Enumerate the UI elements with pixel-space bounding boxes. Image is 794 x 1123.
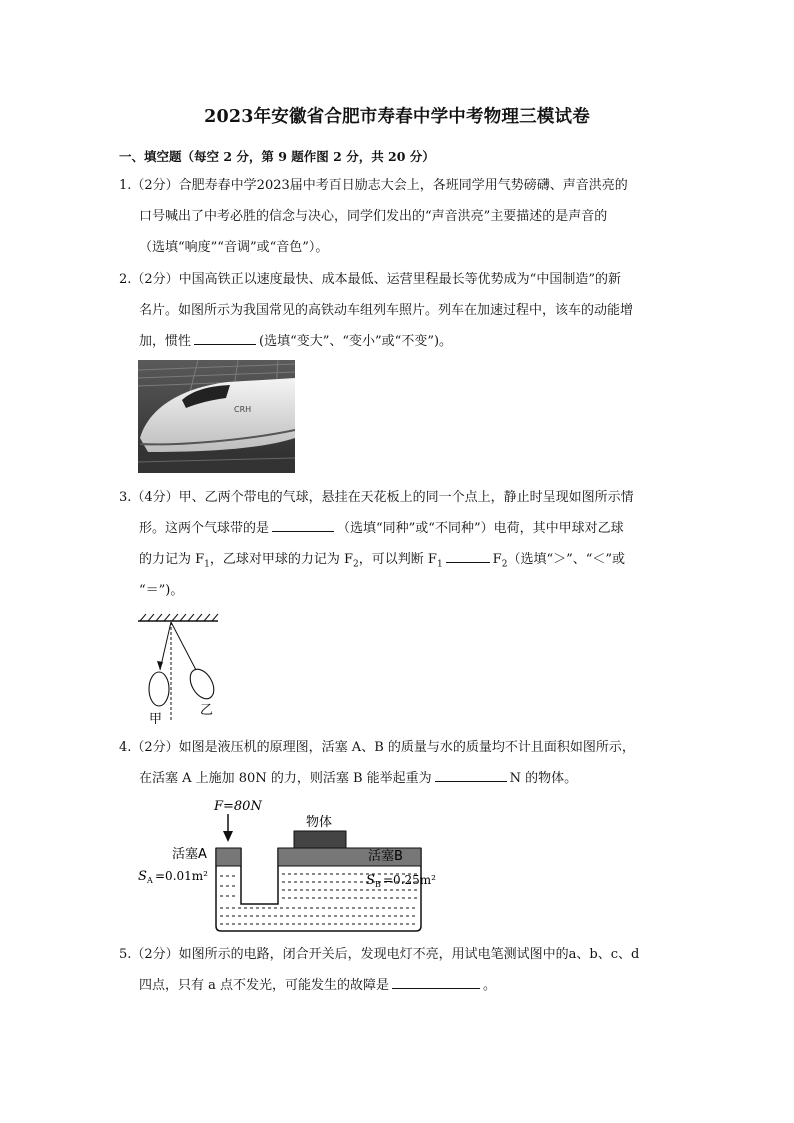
question-1 [119, 170, 689, 263]
area-b-value: =0.25m² [383, 873, 436, 887]
q3-text-post: （选填“同种”或“不同种”）电荷，其中甲球对乙球 [337, 521, 624, 536]
train-logo: CRH [234, 405, 252, 414]
question-3 [119, 482, 689, 606]
area-b-subscript: B [375, 880, 381, 889]
ceiling-hatching [140, 614, 218, 621]
subscript-1b: 1 [436, 559, 443, 570]
q2-text-pre: 加，惯性 [139, 334, 192, 349]
hydraulic-press-diagram [136, 794, 446, 934]
area-a-value: =0.01m² [155, 869, 208, 883]
area-b-symbol: S [366, 873, 375, 888]
q5-text-pre: 四点，只有 a 点不发光，可能发生的故障是 [139, 978, 390, 993]
section-heading: 一、填空题（每空 2 分，第 9 题作图 2 分，共 20 分） [119, 149, 435, 164]
q3-text-d: F [492, 552, 502, 567]
q4-line-2 [119, 763, 689, 794]
q5-line-2 [119, 970, 689, 1001]
object-label: 物体 [306, 815, 333, 830]
balloon-yi [185, 665, 218, 703]
q2-line-2: 名片。如图所示为我国常见的高铁动车组列车照片。列车在加速过程中，该车的动能增 [139, 303, 634, 318]
area-a-symbol: S [138, 869, 147, 884]
answer-blank-charge[interactable] [272, 517, 334, 532]
q3-line-2 [119, 513, 689, 544]
piston-a-label: 活塞A [172, 847, 207, 862]
subscript-2: 2 [353, 559, 359, 570]
force-arrow-icon [223, 831, 233, 842]
label-yi: 乙 [200, 703, 214, 718]
question-4 [119, 732, 689, 794]
q3-text-e: （选填“＞”、“＜”或 [507, 552, 626, 567]
q2-line-1: 2.（2分）中国高铁正以速度最快、成本最低、运营里程最长等优势成为“中国制造”的新 [119, 272, 621, 287]
q5-text-post: 。 [483, 978, 497, 993]
balloon-jia [149, 672, 169, 706]
answer-blank-compare[interactable] [446, 548, 490, 563]
label-jia: 甲 [149, 712, 163, 724]
arrow-icon [157, 661, 163, 670]
page-title: 2023年安徽省合肥市寿春中学中考物理三模试卷 [204, 107, 590, 127]
container-divider [241, 848, 278, 904]
piston-a [216, 848, 241, 866]
q3-text-a: 的力记为 F [139, 552, 205, 567]
area-a-subscript: A [147, 876, 153, 885]
q2-text-post: (选填“变大”、“变小”或“不变”)。 [259, 334, 453, 349]
q3-text-pre: 形。这两个气球带的是 [139, 521, 270, 536]
q3-line-1: 3.（4分）甲、乙两个带电的气球，悬挂在天花板上的同一个点上，静止时呈现如图所示情 [119, 490, 634, 505]
object-block [294, 831, 346, 848]
q1-line-3: （选填“响度”“音调”或“音色”）。 [139, 240, 329, 255]
force-label: F=80N [214, 799, 262, 814]
q2-line-3 [119, 326, 689, 357]
question-2 [119, 264, 689, 357]
q3-line-4: “＝”)。 [139, 583, 184, 598]
balloon-diagram [136, 612, 226, 724]
q3-text-b: ，乙球对甲球的力记为 F [209, 552, 354, 567]
q4-text-pre: 在活塞 A 上施加 80N 的力，则活塞 B 能举起重为 [139, 771, 432, 786]
subscript-1: 1 [204, 559, 210, 570]
answer-blank[interactable] [194, 330, 256, 345]
question-5 [119, 939, 689, 1001]
q5-line-1: 5.（2分）如图所示的电路，闭合开关后，发现电灯不亮，用试电笔测试图中的a、b、c、d [119, 947, 640, 962]
q4-text-post: N 的物体。 [509, 771, 578, 786]
train-photo [138, 360, 295, 473]
answer-blank-weight[interactable] [435, 767, 507, 782]
q4-line-1: 4.（2分）如图是液压机的原理图，活塞 A、B 的质量与水的质量均不计且面积如图所示， [119, 740, 635, 755]
string-yi [171, 622, 196, 670]
answer-blank-fault[interactable] [392, 974, 480, 989]
q1-line-2: 口号喊出了中考必胜的信念与决心，同学们发出的“声音洪亮”主要描述的是声音的 [139, 209, 608, 224]
q3-text-c: ，可以判断 F [358, 552, 437, 567]
q3-line-3 [119, 544, 689, 575]
piston-b-label: 活塞B [368, 849, 403, 864]
subscript-2b: 2 [501, 559, 508, 570]
q1-line-1: 1.（2分）合肥寿春中学2023届中考百日励志大会上，各班同学用气势磅礴、声音洪亮的 [119, 178, 628, 193]
